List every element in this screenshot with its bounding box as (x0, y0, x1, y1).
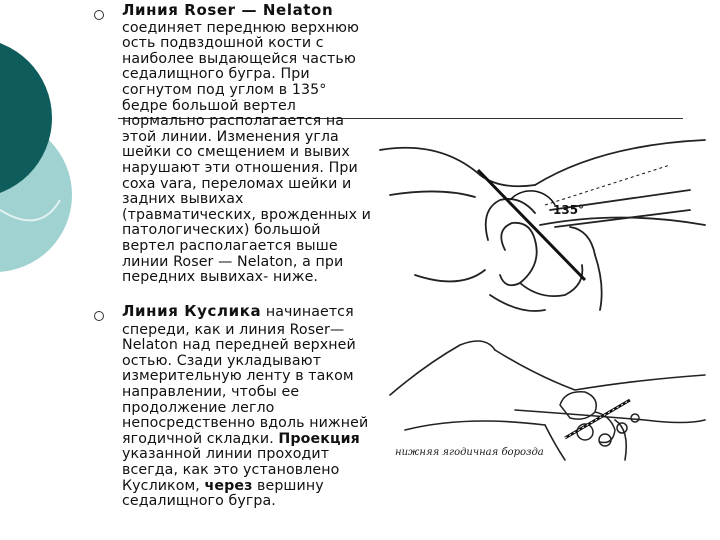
decorative-circles (0, 0, 110, 540)
text-line: ость подвздошной кости с (122, 35, 324, 52)
kuslik-first-line (122, 304, 368, 321)
figure-roser-nelaton (370, 115, 715, 320)
text-line: наиболее выдающейся частью (122, 50, 356, 67)
text-line: указанной линии проходит (122, 446, 330, 463)
text-line: согнутом под углом в 135° (122, 81, 327, 98)
angle-label: 135° (553, 203, 585, 217)
text-line: седалищного бугра. (122, 493, 276, 510)
text-line: задних вывихах (122, 191, 244, 208)
bold-projection: Проекция (278, 430, 360, 447)
figure-kuslik (385, 320, 710, 470)
text-line: патологических) большой (122, 222, 321, 239)
heading-roser-nelaton: Линия Roser — Nelaton (122, 1, 334, 19)
text-line: спереди, как и линия Roser— (122, 321, 345, 338)
text-line: этой линии. Изменения угла (122, 128, 339, 145)
text-block-kuslik (122, 304, 368, 510)
text-line: непосредственно вдоль нижней (122, 415, 369, 432)
text-block-roser-nelaton (122, 3, 371, 286)
text-line: направлении, чтобы ее (122, 383, 300, 400)
text-line: линии Roser — Nelaton, а при (122, 253, 344, 270)
text-line: продолжение легло (122, 399, 275, 416)
text-line: Nelaton над передней верхней (122, 337, 356, 354)
text-line: вертел располагается выше (122, 237, 338, 254)
text-fragment: вершину (252, 477, 324, 494)
text-line: передних вывихах- ниже. (122, 269, 319, 286)
figure-caption: нижняя ягодичная борозда (395, 447, 544, 458)
text-line-through (122, 479, 368, 495)
text-line: остью. Сзади укладывают (122, 352, 322, 369)
text-line: бедре большой вертел (122, 97, 296, 114)
text-line: измерительную ленту в таком (122, 368, 354, 385)
text-line: шейки со смещением и вывих (122, 144, 350, 161)
heading-kuslik: Линия Куслика (122, 302, 262, 320)
text-line: нормально располагается на (122, 113, 345, 130)
text-fragment: Кусликом, (122, 477, 205, 494)
text-line: всегда, как это установлено (122, 461, 340, 478)
text-line: coxa vara, переломах шейки и (122, 175, 352, 192)
text-line: соединяет переднюю верхнюю (122, 19, 360, 36)
bullet-marker-2 (94, 311, 104, 321)
text-fragment: ягодичной складки. (122, 430, 279, 447)
text-line: (травматических, врожденных и (122, 206, 372, 223)
bullet-marker-1 (94, 10, 104, 20)
text-line: нарушают эти отношения. При (122, 159, 358, 176)
bold-through: через (204, 477, 253, 494)
heading-tail: начинается (261, 304, 354, 320)
text-line: седалищного бугра. При (122, 66, 310, 83)
text-line-projection (122, 432, 368, 448)
